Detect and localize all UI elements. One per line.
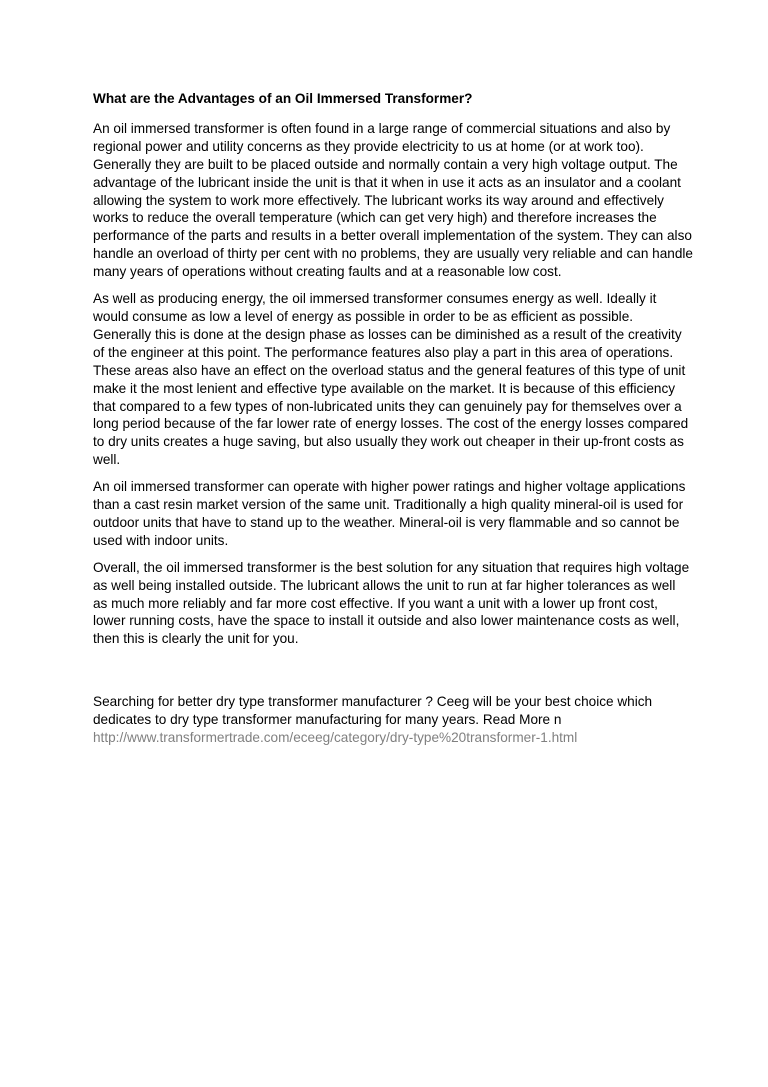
document-body [93,90,693,747]
paragraph-power-ratings: An oil immersed transformer can operate with higher power ratings and higher voltage applications than a cast resin market version of the same unit. Traditionally a high quality mineral-oil is used for outdoor units that have to stand up to the weather. Mineral-oil is very flammable and so cannot be used with indoor units. [93,479,686,548]
document-heading: What are the Advantages of an Oil Immersed Transformer? [93,91,473,106]
paragraph-introduction: An oil immersed transformer is often found in a large range of commercial situations and also by regional power and utility concerns as they provide electricity to us at home (or at work too). Generally they are built to be placed outside and normally contain a very high voltage output. The advantage of the lubricant inside the unit is that it when in use it acts as an insulator and a coolant allowing the system to work more effectively. The lubricant works its way around and effectively works to reduce the overall temperature (which can get very high) and therefore increases the performance of the parts and results in a better overall implementation of the system. They can also handle an overload of thirty per cent with no problems, they are usually very reliable and can handle many years of operations without creating faults and at a reasonable low cost. [93,120,693,280]
promo-text: Searching for better dry type transformer manufacturer ? Ceeg will be your best choice which dedicates to dry type transformer manufacturing for many years. Read More n [93,694,653,728]
paragraph-conclusion: Overall, the oil immersed transformer is the best solution for any situation that requires high voltage as well being installed outside. The lubricant allows the unit to run at far higher tolerances as well as much more reliably and far more cost effective. If you want a unit with a lower up front cost, lower running costs, have the space to install it outside and also lower maintenance costs as well, then this is clearly the unit for you. [93,559,690,647]
paragraph-energy-efficiency: As well as producing energy, the oil immersed transformer consumes energy as well. Ideally it would consume as low a level of energy as possible in order to be as efficient as possible. Generally this is done at the design phase as losses can be diminished as a result of the creativity of the engineer at this point. The performance features also play a part in this area of operations. These areas also have an effect on the overload status and the general features of this type of unit make it the most lenient and effective type available on the market. It is because of this efficiency that compared to a few types of non-lubricated units they can genuinely pay for themselves over a long period because of the far lower rate of energy losses. The cost of the energy losses compared to dry units creates a huge saving, but also usually they work out cheaper in their up-front costs as well. [93,291,689,468]
read-more-link[interactable]: http://www.transformertrade.com/eceeg/category/dry-type%20transformer-1.html [93,730,578,746]
section-spacer [93,657,693,693]
